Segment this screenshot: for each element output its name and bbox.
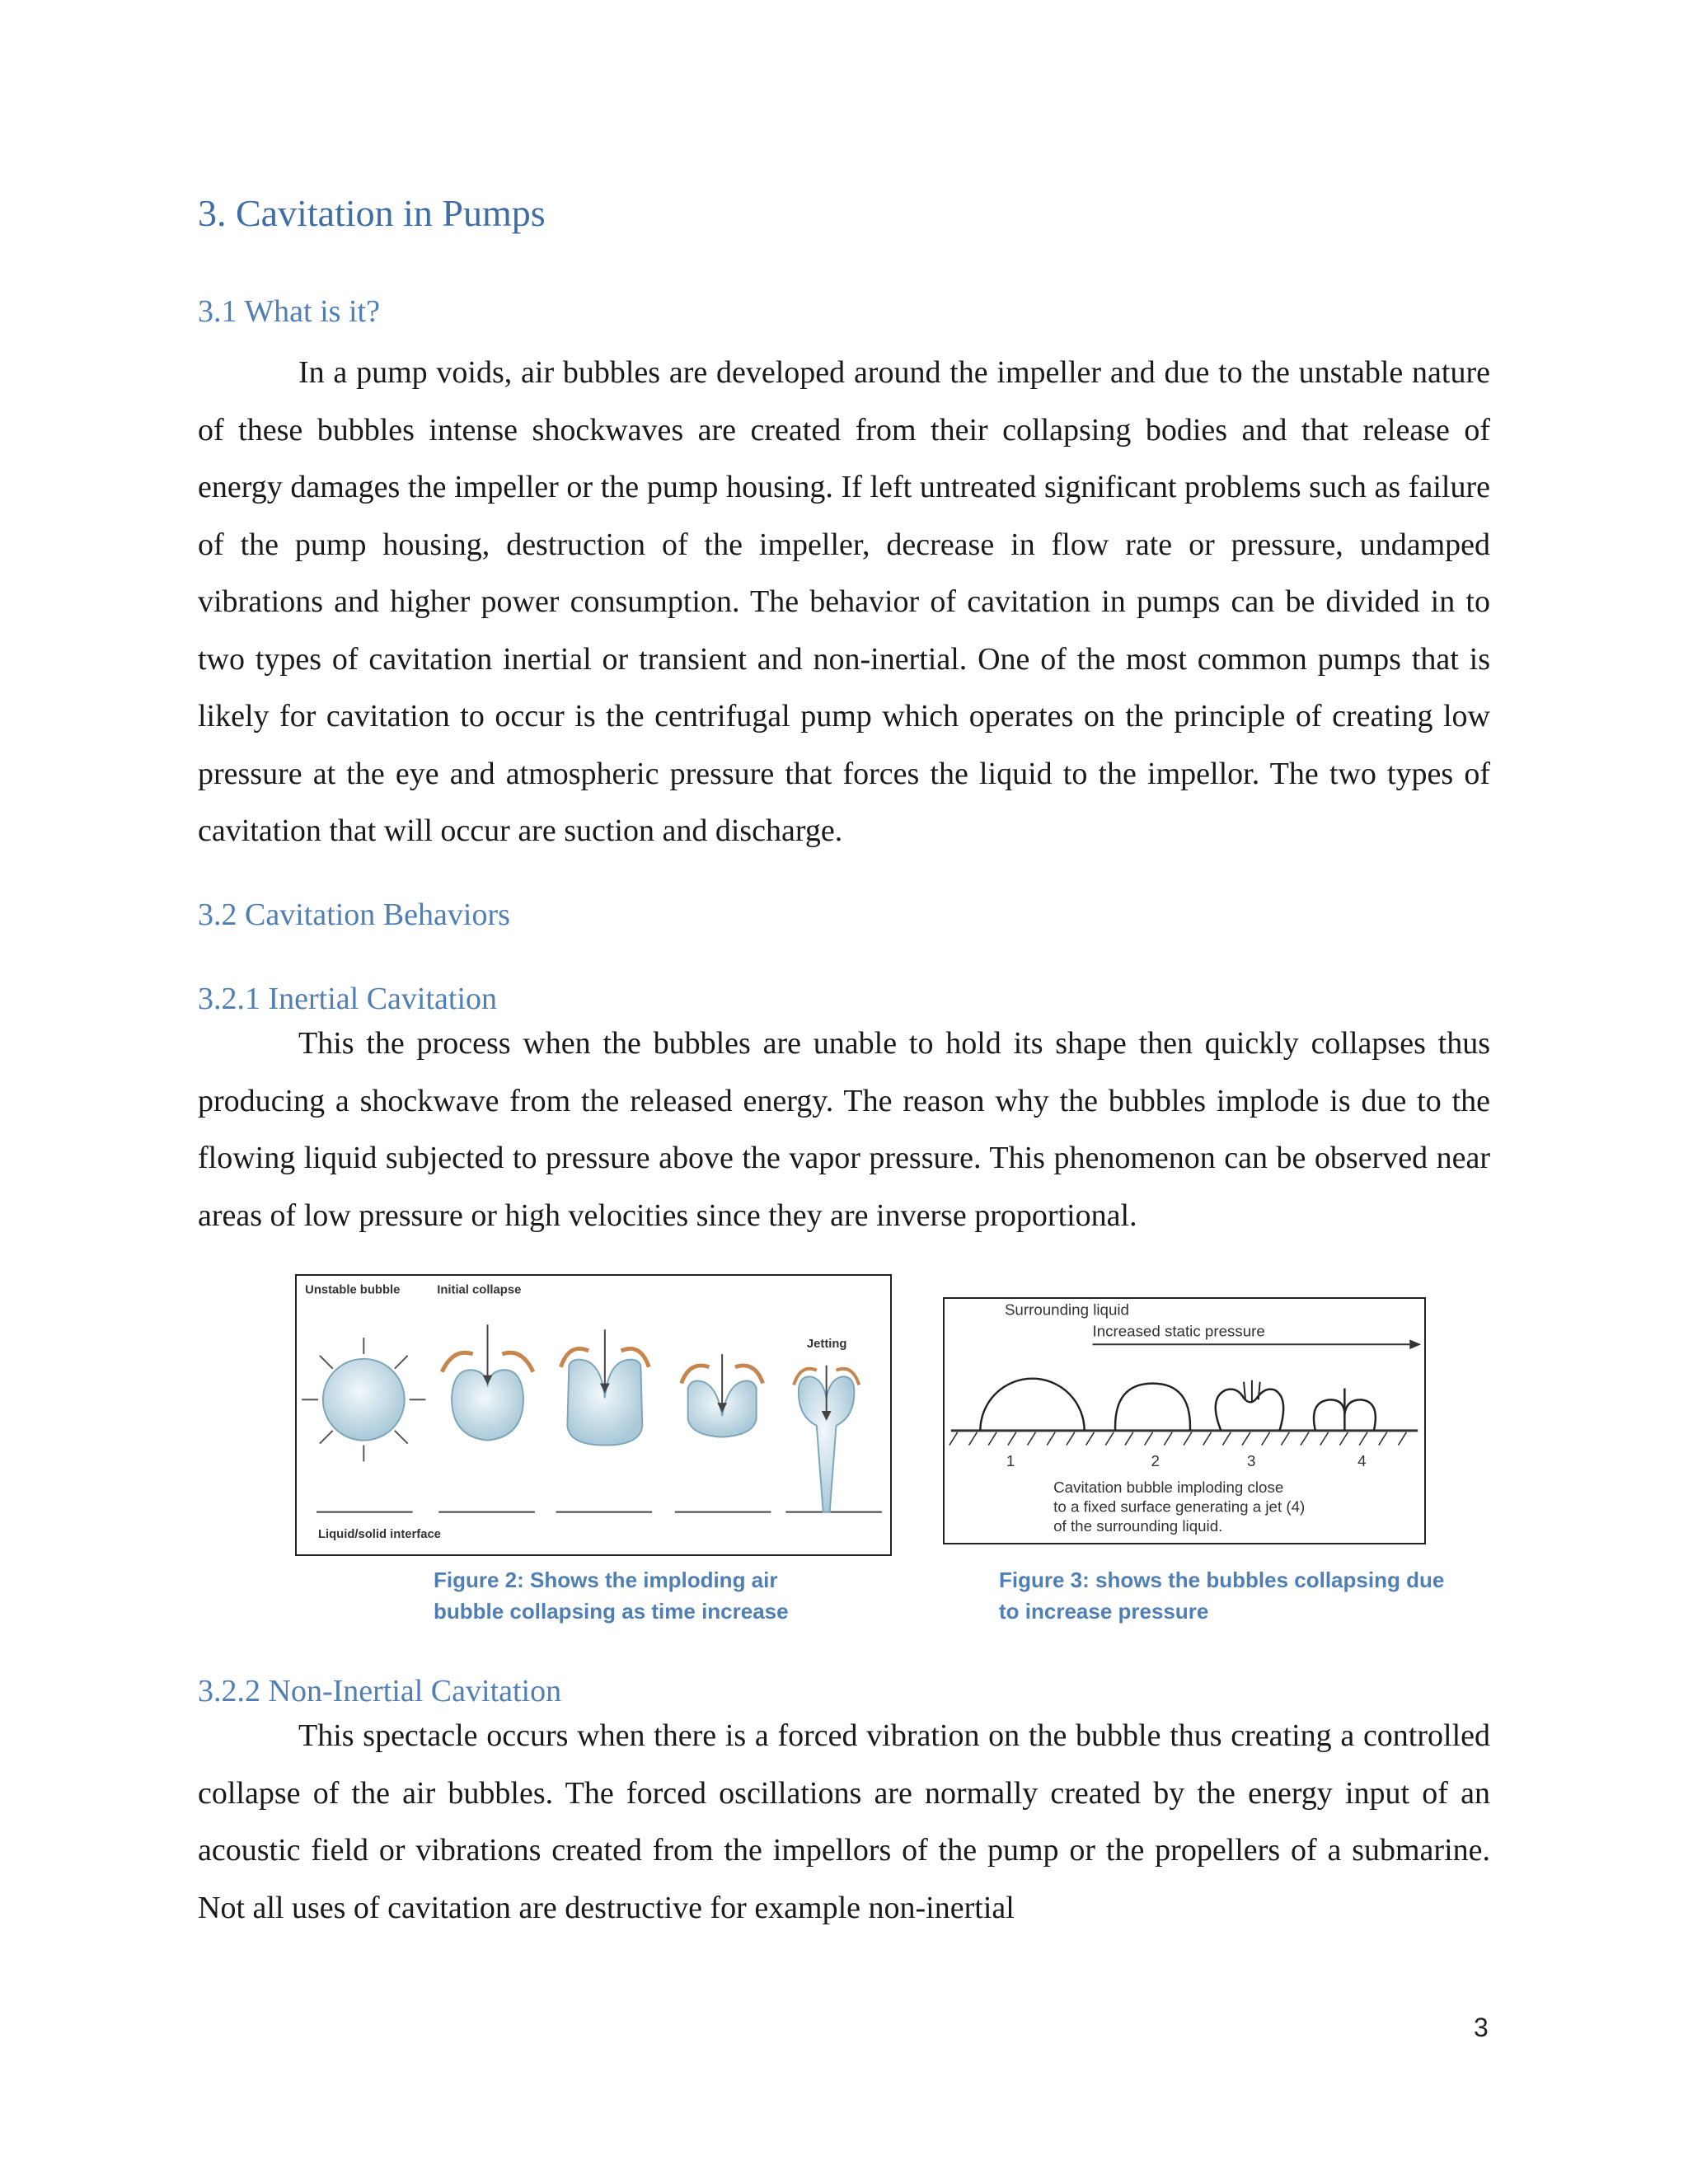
bubble-stage-1 <box>980 1379 1084 1431</box>
heading-non-inertial-cavitation: 3.2.2 Non-Inertial Cavitation <box>198 1674 562 1708</box>
stage-number-1: 1 <box>1006 1452 1015 1470</box>
bubble-stage-3 <box>1216 1390 1283 1431</box>
pressure-arrow-head <box>1409 1339 1421 1349</box>
figure-3-desc-line3: of the surrounding liquid. <box>1053 1517 1223 1535</box>
page-number: 3 <box>1474 2013 1489 2042</box>
figure-2-caption-line2: bubble collapsing as time increase <box>434 1599 789 1624</box>
label-liquid-solid-interface: Liquid/solid interface <box>317 1528 441 1542</box>
figure-2-bubble-collapse <box>295 1274 892 1556</box>
figure-2-caption-line1: Figure 2: Shows the imploding air <box>434 1568 778 1592</box>
figure-3-desc-line1: Cavitation bubble imploding close <box>1053 1478 1284 1496</box>
label-increased-static-pressure: Increased static pressure <box>1092 1322 1265 1340</box>
unstable-bubble-stage <box>302 1338 425 1461</box>
jetting-stage <box>794 1366 859 1512</box>
paragraph-inertial-cavitation: This the process when the bubbles are unable to hold its shape then quickly collapses thus producing a shockwave from the released energy. The reason why the bubbles implode is due to the flowing liquid subjected to pressure above the vapor pressure. This phenomenon can be observed near areas of low pressure or high velocities since they are inverse proportional. <box>198 1026 1490 1233</box>
label-jetting: Jetting <box>806 1337 847 1351</box>
section-title: 3. Cavitation in Pumps <box>198 192 546 234</box>
label-surrounding-liquid: Surrounding liquid <box>1004 1301 1129 1319</box>
figure-2-diagram <box>297 1276 890 1554</box>
stage-number-2: 2 <box>1151 1452 1160 1470</box>
surface-hatching <box>950 1432 1407 1446</box>
paragraph-non-inertial-cavitation: This spectacle occurs when there is a forced vibration on the bubble thus creating a controlled collapse of the air bubbles. The forced oscillations are normally created by the energy input of an acoustic field or vibrations created from the impellors of the pump or the propellers of a submarine. Not all uses of cavitation are destructive for example non-inertial <box>198 1718 1490 1925</box>
figure-3-caption <box>999 1564 1444 1627</box>
figure-3-caption-line2: to increase pressure <box>999 1599 1209 1624</box>
stage-number-4: 4 <box>1357 1452 1367 1470</box>
heading-cavitation-behaviors: 3.2 Cavitation Behaviors <box>198 898 510 932</box>
figure-3-caption-line1: Figure 3: shows the bubbles collapsing due <box>999 1568 1445 1592</box>
heading-inertial-cavitation: 3.2.1 Inertial Cavitation <box>198 982 498 1016</box>
figure-2-caption <box>434 1564 789 1627</box>
label-initial-collapse: Initial collapse <box>437 1283 522 1297</box>
collapse-stage-4 <box>682 1354 763 1437</box>
collapse-stage-3 <box>560 1329 649 1445</box>
label-unstable-bubble: Unstable bubble <box>305 1283 401 1297</box>
figure-3-surface-collapse <box>943 1297 1426 1544</box>
figure-3-diagram <box>945 1299 1424 1543</box>
figure-3-desc-line2: to a fixed surface generating a jet (4) <box>1053 1497 1306 1516</box>
initial-collapse-stage <box>442 1324 533 1440</box>
paragraph-what-is-it: In a pump voids, air bubbles are developed around the impeller and due to the unstable nature of these bubbles intense shockwaves are created from their collapsing bodies and that release of energy damages the impeller or the pump housing. If left untreated significant problems such as failure of the pump housing, destruction of the impeller, decrease in flow rate or pressure, undamped vibrations and higher power consumption. The behavior of cavitation in pumps can be divided in to two types of cavitation inertial or transient and non-inertial. One of the most common pumps that is likely for cavitation to occur is the centrifugal pump which operates on the principle of creating low pressure at the eye and atmospheric pressure that forces the liquid to the impellor. The two types of cavitation that will occur are suction and discharge. <box>198 355 1490 848</box>
heading-what-is-it: 3.1 What is it? <box>198 294 380 329</box>
bubble-stage-2 <box>1115 1384 1190 1431</box>
stage-number-3: 3 <box>1246 1452 1256 1470</box>
